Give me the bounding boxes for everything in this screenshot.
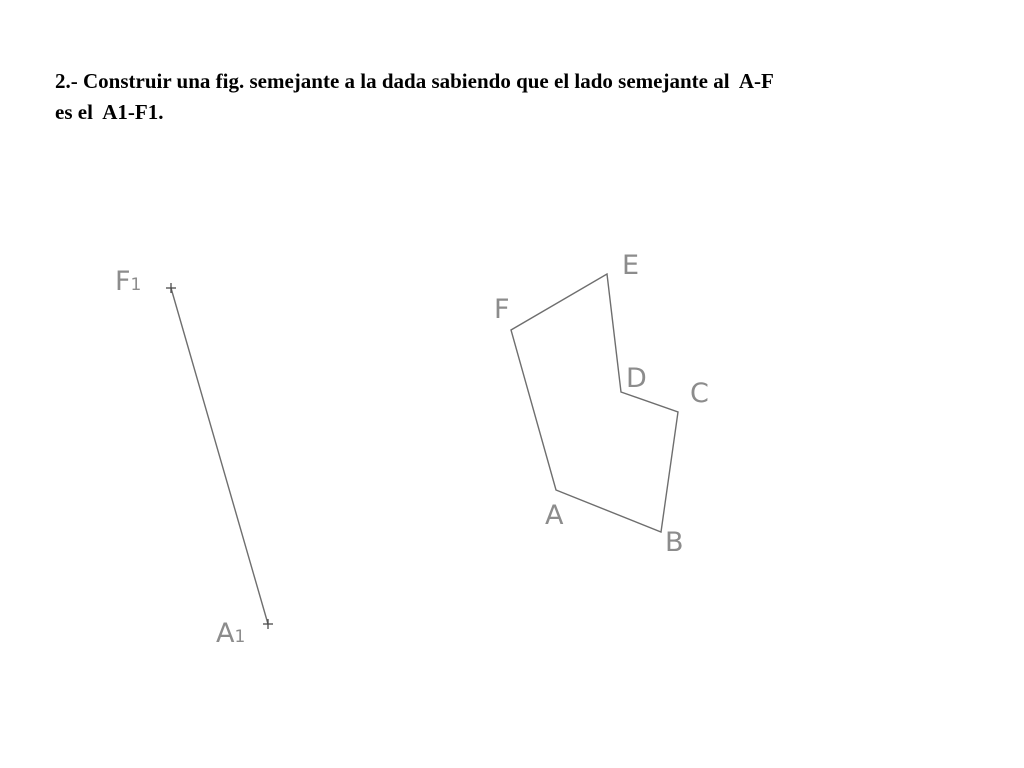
polygon-abcdef	[494, 250, 709, 558]
point-f1-marker	[166, 283, 176, 293]
vertex-label-e: E	[622, 250, 640, 281]
segment-line	[171, 288, 268, 624]
vertex-label-a: A	[545, 500, 564, 531]
label-f1: F1	[115, 266, 142, 297]
polygon-outline	[511, 274, 678, 532]
problem-line-1: 2.- Construir una fig. semejante a la dada sabiendo que el lado semejante al A-F	[55, 69, 774, 93]
vertex-label-b: B	[665, 527, 684, 558]
point-a1-marker	[263, 619, 273, 629]
segment-a1-f1	[115, 266, 273, 649]
vertex-label-c: C	[690, 378, 709, 409]
vertex-label-f: F	[494, 294, 510, 325]
problem-line-2: es el A1-F1.	[55, 100, 164, 124]
label-a1: A1	[216, 618, 246, 649]
vertex-label-d: D	[626, 363, 647, 394]
